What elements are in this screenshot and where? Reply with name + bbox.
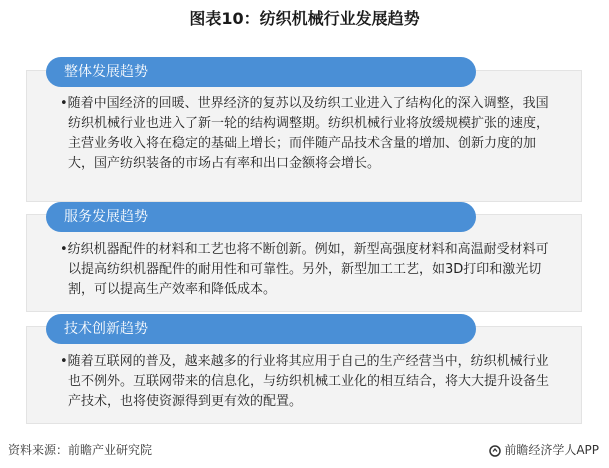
section-tech-heading: 技术创新趋势 (46, 314, 476, 344)
section-service-text: •纺织机器配件的材料和工艺也将不断创新。例如，新型高强度材料和高温耐受材料可以提高纺织机器配件的耐用性和可靠性。另外，新型加工工艺，如3D打印和激光切割，可以提高生产效率和降低成本。 (60, 242, 549, 297)
section-overall-text: •随着中国经济的回暖、世界经济的复苏以及纺织工业进入了结构化的深入调整，我国纺织机械行业也进入了新一轮的结构调整期。纺织机械行业将放缓规模扩张的速度，主营业务收入将在稳定的基础上增长；而伴随产品技术含量的增加、创新力度的加大，国产纺织装备的市场占有率和出口金额将会增长。 (60, 96, 550, 171)
section-tech-text: •随着互联网的普及，越来越多的行业将其应用于自己的生产经营当中，纺织机械行业也不例外。互联网带来的信息化，与纺织机械工业化的相互结合，将大大提升设备生产技术，也将使资源得到更有效的配置。 (60, 354, 550, 409)
source-note: 资料来源：前瞻产业研究院 (8, 443, 153, 457)
figure-title: 图表10：纺织机械行业发展趋势 (189, 9, 420, 28)
brand-credit (489, 441, 599, 459)
section-service-heading: 服务发展趋势 (46, 202, 476, 232)
section-overall-heading: 整体发展趋势 (46, 57, 476, 87)
brand-name: 前瞻经济学人APP (504, 443, 599, 457)
logo-icon (489, 444, 501, 456)
